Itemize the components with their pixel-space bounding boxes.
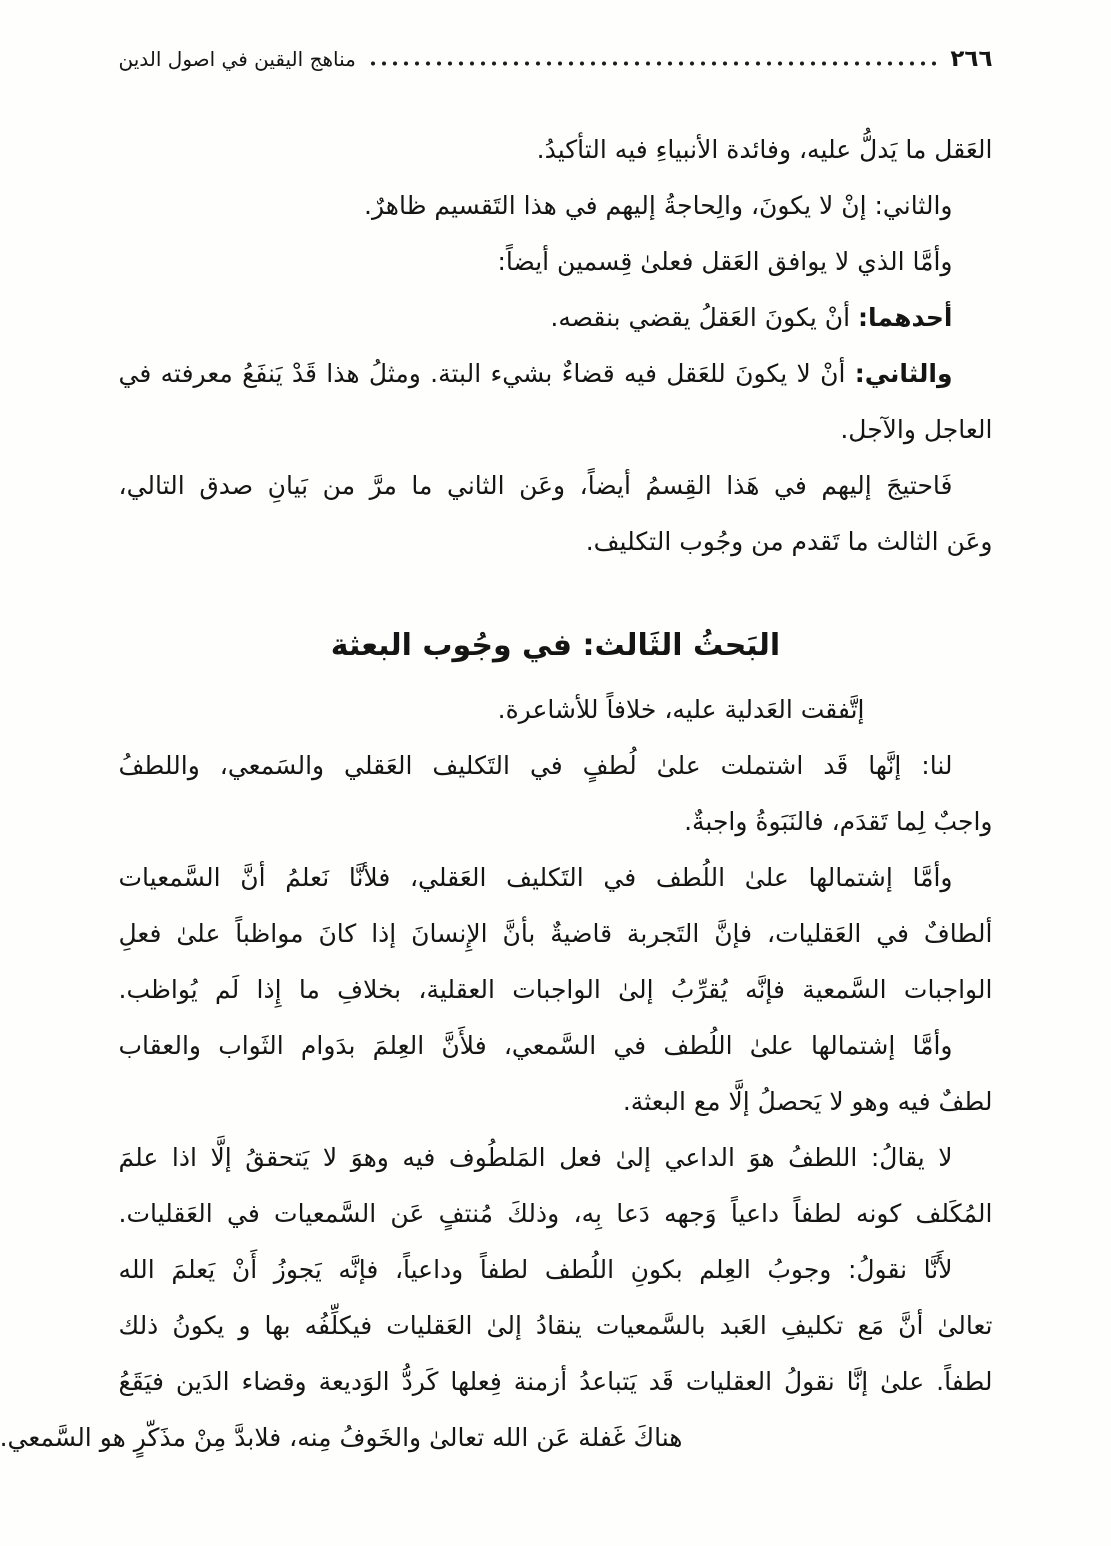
body-line: والثاني: إنْ لا يكونَ، والِحاجةُ إليهم في هذا التَقسيم ظاهرٌ. [364, 191, 953, 220]
body-line: والثاني: أنْ لا يكونَ للعَقل فيه قضاءٌ بشيء البتة. ومثلُ هذا قَدْ يَنفَعُ معرفته في [118, 359, 953, 388]
body-line: وأمَّا إشتمالها علىٰ اللُطف في التَكليف العَقلي، فلأنَّا نَعلمُ أنَّ السَّمعيات [118, 863, 953, 892]
body-line: المُكَلف كونه لطفاً داعياً وَجهه دَعا بِه، وذلكَ مُنتفٍ عَن السَّمعيات في العَقليات. [118, 1199, 993, 1228]
body-line: ألطافٌ في العَقليات، فإنَّ التَجربة قاضيةٌ بأنَّ الإِنسانَ إذا كانَ مواظباً علىٰ فعلِ [118, 919, 993, 948]
body-line: إتَّفقت العَدلية عليه، خلافاً للأشاعرة. [497, 695, 865, 724]
body-line: هناكَ غَفلة عَن الله تعالىٰ والخَوفُ مِنه، فلابدَّ مِنْ مذَكّرٍ هو السَّمعي. [0, 1423, 683, 1452]
dot-leader [368, 60, 939, 67]
body-line: لا يقالُ: اللطفُ هوَ الداعي إلىٰ فعل المَلطُوف فيه وهوَ لا يَتحققُ إلَّا اذا علمَ [118, 1143, 953, 1172]
body-line: فَاحتيجَ إليهم في هَذا القِسمُ أيضاً، وعَن الثاني ما مرَّ من بَيانِ صدق التالي، [118, 471, 953, 500]
page [1, 0, 1111, 1546]
body-line: العاجل والآجل. [840, 415, 993, 444]
page-header [1, 0, 1111, 74]
body-line: أحدهما: أنْ يكونَ العَقلُ يقضي بنقصه. [550, 303, 953, 332]
body-line: العَقل ما يَدلُّ عليه، وفائدة الأنبياءِ فيه التأكيدُ. [536, 135, 993, 164]
body-line: وأمَّا الذي لا يوافق العَقل فعلىٰ قِسمين أيضاً: [497, 247, 953, 276]
body-line: لنا: إنَّها قَد اشتملت علىٰ لُطفٍ في التَكليف العَقلي والسَمعي، واللطفُ [118, 751, 953, 780]
body-line: لطفٌ فيه وهو لا يَحصلُ إلَّا مع البعثة. [622, 1087, 993, 1116]
body-line: وأمَّا إشتمالها علىٰ اللُطف في السَّمعي، فلأَنَّ العِلمَ بدَوام الثَواب والعقاب [118, 1031, 953, 1060]
paragraph-lead: والثاني: [854, 359, 953, 388]
section-heading: البَحثُ الثَالث: في وجُوب البعثة [330, 628, 781, 663]
book-title: مناهج اليقين في اصول الدين [118, 47, 356, 71]
page-number: ٢٦٦ [950, 46, 993, 72]
body-line: الواجبات السَّمعية فإنَّه يُقرِّبُ إلىٰ الواجبات العقلية، بخلافِ ما إِذا لَم يُواظب. [118, 975, 993, 1004]
body-line: وعَن الثالث ما تَقدم من وجُوب التكليف. [585, 527, 993, 556]
page-body [1, 74, 1111, 1466]
body-line: واجبٌ لِما تَقدَم، فالنَبَوةُ واجبةٌ. [684, 807, 993, 836]
body-line: لطفاً. علىٰ إنَّا نقولُ العقليات قَد يَتباعدُ أزمنة فِعلها كَردُّ الوَديعة وقضاء الدَين فيَقَعُ [118, 1367, 993, 1396]
body-line: لأَنَّا نقولُ: وجوبُ العِلم بكونِ اللُطف لطفاً وداعياً، فإنَّه يَجوزُ أَنْ يَعلمَ الله [118, 1255, 953, 1284]
paragraph-lead: أحدهما: [857, 303, 953, 332]
body-line: تعالىٰ أنَّ مَع تكليفِ العَبد بالسَّمعيات ينقادُ إلىٰ العَقليات فيكلِّفُه بها و يكونُ ذلك [118, 1311, 993, 1340]
